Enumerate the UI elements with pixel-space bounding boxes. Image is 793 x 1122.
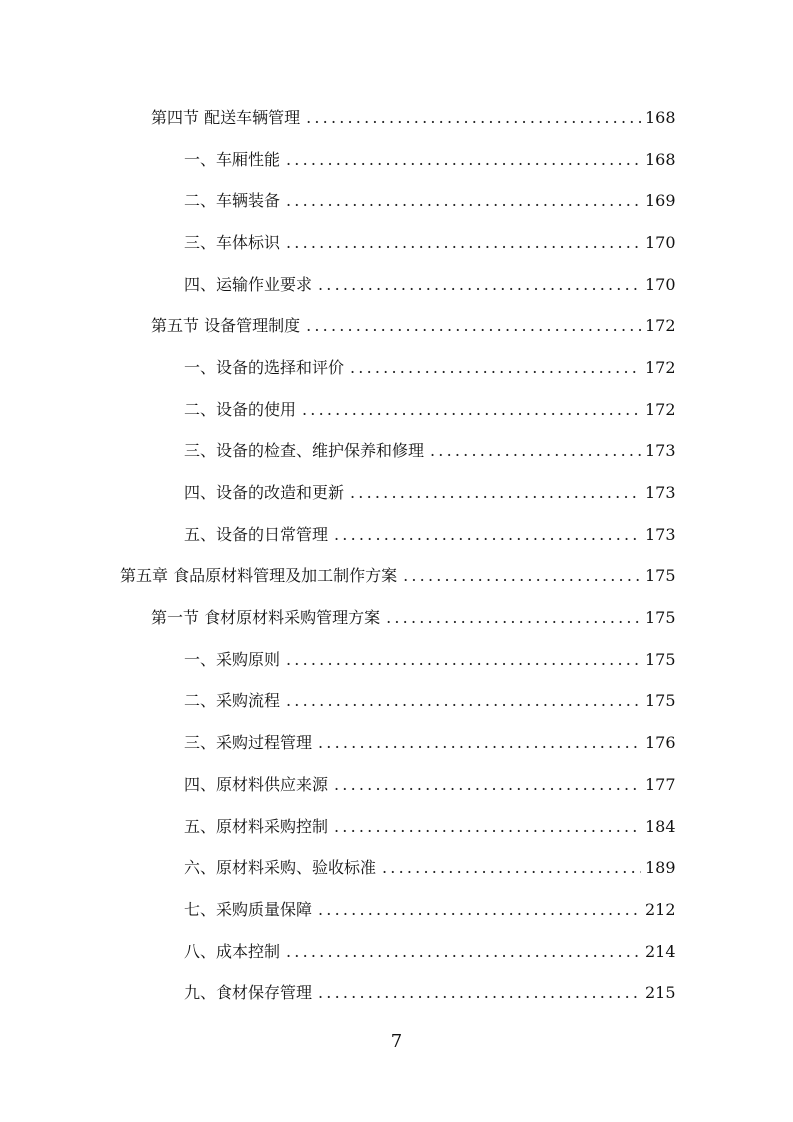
toc-entry[interactable] bbox=[0, 639, 793, 681]
toc-entry-title: 五、设备的日常管理 bbox=[184, 524, 329, 544]
toc-entry-page: 177 bbox=[645, 774, 676, 794]
toc-dot-leader bbox=[286, 942, 641, 962]
toc-entry-title: 第一节 食材原材料采购管理方案 bbox=[151, 608, 381, 628]
toc-dot-leader bbox=[430, 441, 641, 461]
toc-dot-leader bbox=[302, 400, 641, 420]
toc-dot-leader bbox=[286, 191, 641, 211]
toc-entry-page: 169 bbox=[645, 191, 676, 211]
toc-entry[interactable] bbox=[0, 514, 793, 556]
toc-entry-page: 168 bbox=[645, 149, 676, 169]
toc-entry-page: 212 bbox=[645, 899, 676, 919]
toc-entry-page: 172 bbox=[645, 316, 676, 336]
toc-entry-page: 215 bbox=[645, 983, 676, 1003]
toc-dot-leader bbox=[286, 150, 641, 170]
toc-entry-page: 170 bbox=[645, 274, 676, 294]
toc-entry-title: 九、食材保存管理 bbox=[184, 983, 313, 1003]
toc-entry-page: 175 bbox=[645, 649, 676, 669]
toc-entry-page: 168 bbox=[645, 107, 676, 127]
toc-entry-page: 184 bbox=[645, 816, 676, 836]
toc-entry[interactable] bbox=[0, 180, 793, 222]
toc-entry[interactable] bbox=[0, 347, 793, 389]
toc-entry[interactable] bbox=[0, 389, 793, 431]
toc-entry[interactable] bbox=[0, 305, 793, 347]
toc-dot-leader bbox=[386, 608, 641, 628]
toc-entry[interactable] bbox=[0, 97, 793, 139]
toc-entry-title: 第五章 食品原材料管理及加工制作方案 bbox=[120, 566, 398, 586]
toc-entry[interactable] bbox=[0, 806, 793, 848]
toc-dot-leader bbox=[318, 983, 641, 1003]
toc-dot-leader bbox=[403, 566, 641, 586]
toc-dot-leader bbox=[318, 275, 641, 295]
toc-entry-title: 一、设备的选择和评价 bbox=[184, 357, 345, 377]
toc-entry-page: 173 bbox=[645, 483, 676, 503]
toc-entry-title: 六、原材料采购、验收标准 bbox=[184, 858, 377, 878]
toc-entry[interactable] bbox=[0, 681, 793, 723]
toc-entry[interactable] bbox=[0, 556, 793, 598]
toc-entry[interactable] bbox=[0, 139, 793, 181]
toc-entry-page: 189 bbox=[645, 858, 676, 878]
toc-entry-page: 172 bbox=[645, 399, 676, 419]
toc-dot-leader bbox=[350, 358, 641, 378]
toc-entry[interactable] bbox=[0, 264, 793, 306]
toc-entry-title: 四、设备的改造和更新 bbox=[184, 483, 345, 503]
toc-entry[interactable] bbox=[0, 931, 793, 973]
toc-dot-leader bbox=[286, 691, 641, 711]
toc-dot-leader bbox=[286, 233, 641, 253]
toc-entry-title: 三、采购过程管理 bbox=[184, 733, 313, 753]
toc-entry-page: 175 bbox=[645, 691, 676, 711]
toc-entry-page: 214 bbox=[645, 941, 676, 961]
toc-entry-title: 二、采购流程 bbox=[184, 691, 281, 711]
toc-entry-page: 176 bbox=[645, 733, 676, 753]
toc-entry[interactable] bbox=[0, 431, 793, 473]
toc-entry-title: 第五节 设备管理制度 bbox=[151, 316, 301, 336]
page-number: 7 bbox=[390, 1031, 403, 1052]
toc-dot-leader bbox=[334, 775, 641, 795]
toc-entry-page: 173 bbox=[645, 524, 676, 544]
toc-entry-title: 第四节 配送车辆管理 bbox=[151, 107, 301, 127]
toc-entry-title: 七、采购质量保障 bbox=[184, 899, 313, 919]
toc-entry[interactable] bbox=[0, 472, 793, 514]
toc-entry-title: 二、设备的使用 bbox=[184, 399, 297, 419]
toc-dot-leader bbox=[306, 108, 641, 128]
toc-dot-leader bbox=[350, 483, 641, 503]
toc-dot-leader bbox=[382, 858, 641, 878]
toc-entry-page: 175 bbox=[645, 566, 676, 586]
table-of-contents bbox=[0, 97, 793, 1014]
toc-entry-title: 一、车厢性能 bbox=[184, 149, 281, 169]
toc-entry-title: 二、车辆装备 bbox=[184, 191, 281, 211]
toc-entry-title: 三、车体标识 bbox=[184, 232, 281, 252]
toc-entry[interactable] bbox=[0, 972, 793, 1014]
toc-dot-leader bbox=[306, 316, 641, 336]
toc-entry-page: 170 bbox=[645, 232, 676, 252]
toc-dot-leader bbox=[334, 817, 641, 837]
toc-entry-page: 172 bbox=[645, 357, 676, 377]
toc-entry-title: 四、原材料供应来源 bbox=[184, 774, 329, 794]
toc-dot-leader bbox=[286, 650, 641, 670]
toc-entry-page: 175 bbox=[645, 608, 676, 628]
toc-entry[interactable] bbox=[0, 222, 793, 264]
toc-entry-page: 173 bbox=[645, 441, 676, 461]
toc-entry-title: 一、采购原则 bbox=[184, 649, 281, 669]
toc-entry-title: 三、设备的检查、维护保养和修理 bbox=[184, 441, 425, 461]
toc-entry[interactable] bbox=[0, 722, 793, 764]
toc-entry[interactable] bbox=[0, 889, 793, 931]
toc-dot-leader bbox=[318, 900, 641, 920]
toc-entry-title: 四、运输作业要求 bbox=[184, 274, 313, 294]
toc-dot-leader bbox=[334, 525, 641, 545]
toc-entry[interactable] bbox=[0, 597, 793, 639]
toc-entry-title: 五、原材料采购控制 bbox=[184, 816, 329, 836]
toc-entry-title: 八、成本控制 bbox=[184, 941, 281, 961]
toc-entry[interactable] bbox=[0, 847, 793, 889]
toc-dot-leader bbox=[318, 733, 641, 753]
toc-entry[interactable] bbox=[0, 764, 793, 806]
